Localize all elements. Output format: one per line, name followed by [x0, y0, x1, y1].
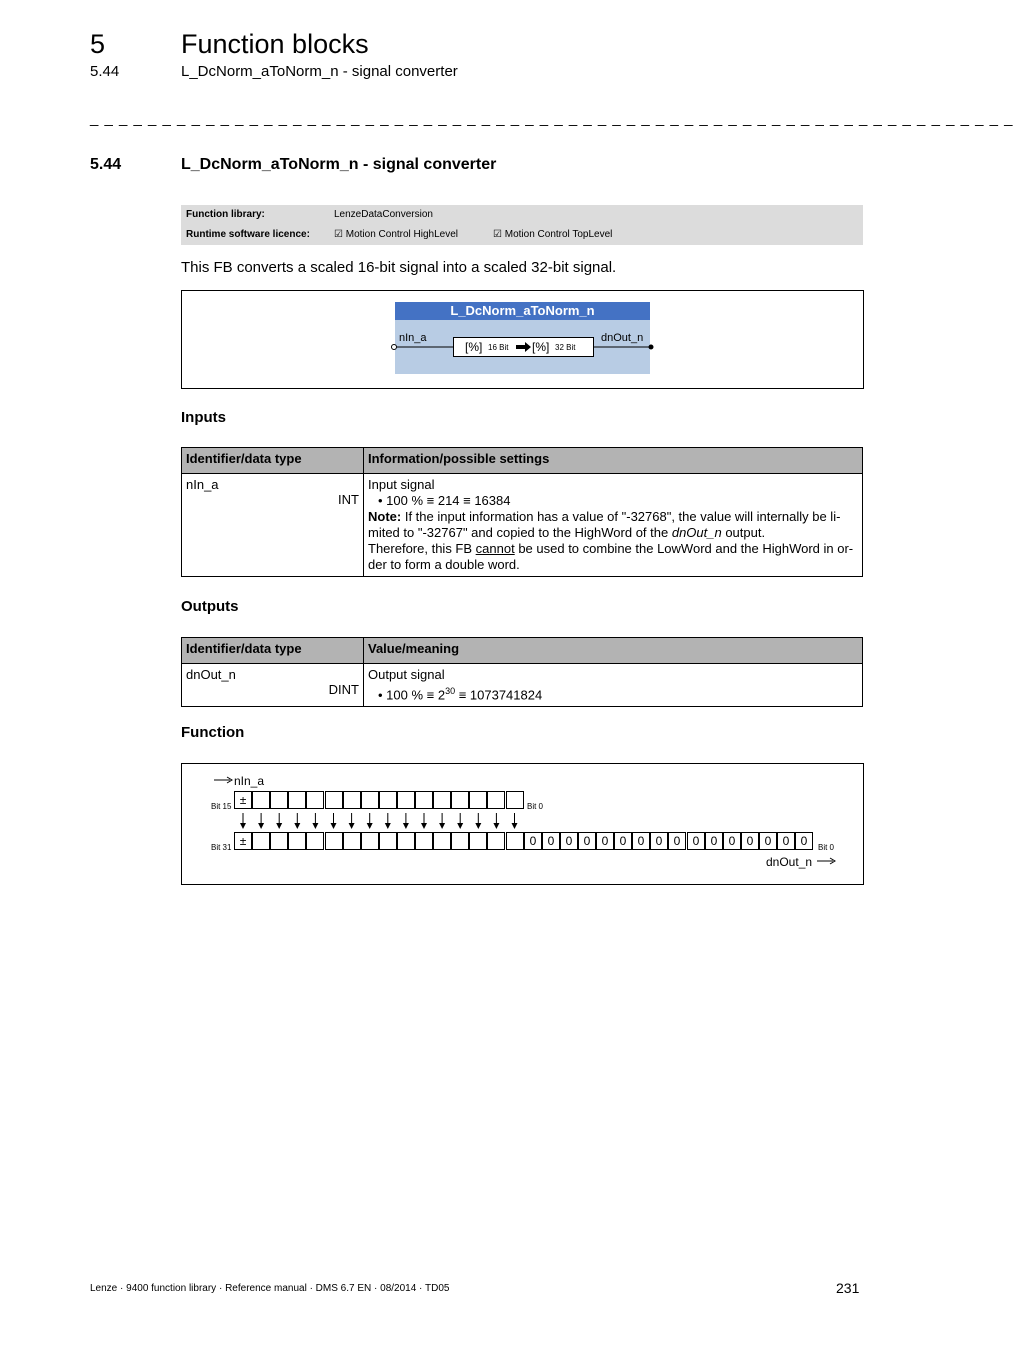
licence-highlevel: ☑ Motion Control HighLevel — [334, 229, 459, 240]
bit-cell-output: 0 — [759, 832, 777, 850]
bit-cell-output — [433, 832, 451, 850]
fb-conversion-box — [453, 337, 594, 357]
outputs-col-identifier: Identifier/data type — [182, 638, 364, 664]
bit31-label: Bit 31 — [211, 843, 232, 852]
bit0-top-label: Bit 0 — [527, 802, 544, 811]
table-row — [182, 664, 863, 707]
fb-out-bits: 32 Bit — [555, 343, 576, 352]
bit-cell-output — [288, 832, 306, 850]
arrow-down-icon — [294, 813, 300, 829]
bit-cell-output — [325, 832, 343, 850]
input-type: INT — [338, 492, 359, 507]
bit-copy-arrows — [234, 811, 534, 831]
bit-cell-output — [487, 832, 505, 850]
bit-cell-input — [433, 791, 451, 809]
bit-cell-output: 0 — [741, 832, 759, 850]
table-row — [182, 474, 863, 577]
fb-in-bits: 16 Bit — [488, 343, 509, 352]
bit-cell-output: 0 — [632, 832, 650, 850]
footer-text: Lenze · 9400 function library · Reference manual · DMS 6.7 EN · 08/2014 · TD05 — [90, 1283, 450, 1294]
bit-cell-output — [397, 832, 415, 850]
library-label: Function library: — [186, 209, 265, 220]
bit-cell-output: 0 — [560, 832, 578, 850]
bit-cell-output: 0 — [723, 832, 741, 850]
library-value: LenzeDataConversion — [334, 209, 433, 220]
bit0-bottom-label: Bit 0 — [818, 843, 835, 852]
function-heading: Function — [181, 724, 245, 741]
bit-cell-input — [469, 791, 487, 809]
outputs-col-value: Value/meaning — [364, 638, 863, 664]
chapter-title: Function blocks — [181, 29, 369, 59]
arrow-down-icon — [312, 813, 318, 829]
licence-label: Runtime software licence: — [186, 229, 310, 240]
bit-cell-output: 0 — [777, 832, 795, 850]
input-info: Input signal — [368, 477, 435, 492]
inputs-heading: Inputs — [181, 409, 226, 426]
fb-out-unit: [%] — [532, 340, 550, 354]
bit-cell-output: 0 — [687, 832, 705, 850]
bit-cell-input — [252, 791, 270, 809]
arrow-down-icon — [457, 813, 463, 829]
bit-cell-output: 0 — [542, 832, 560, 850]
arrow-right-icon — [214, 776, 234, 784]
bit-cell-output — [469, 832, 487, 850]
arrow-down-icon — [240, 813, 246, 829]
bit-cell-output — [506, 832, 524, 850]
bit-cell-output — [270, 832, 288, 850]
output-port-icon — [649, 345, 654, 350]
output-scaling: • 100 % ≡ $2^{30} \equiv 1073741824$ — [378, 686, 543, 703]
bit-cell-output: 0 — [795, 832, 813, 850]
arrow-down-icon — [421, 813, 427, 829]
input-scaling: • 100 % ≡ 214 ≡ 16384 — [378, 493, 511, 508]
bit-cell-output — [343, 832, 361, 850]
chapter-number: 5 — [90, 29, 106, 59]
subsection-number: 5.44 — [90, 63, 120, 80]
arrow-down-icon — [331, 813, 337, 829]
bit-cell-input — [397, 791, 415, 809]
arrow-down-icon — [512, 813, 518, 829]
bit-cell-input — [343, 791, 361, 809]
bit-cell-output: ± — [234, 832, 252, 850]
header-separator: _ _ _ _ _ _ _ _ _ _ _ _ _ _ _ _ _ _ _ _ _ _ _ _ _ _ _ _ _ _ _ _ _ _ _ _ _ _ _ _ _ _ _ _ _ _ _ _ _ _ _ _ _ _ _ _ _ _ _ _ _ _ _ _ — [90, 110, 1013, 127]
arrow-down-icon — [276, 813, 282, 829]
arrow-down-icon — [439, 813, 445, 829]
arrow-down-icon — [258, 813, 264, 829]
bit-cell-output — [361, 832, 379, 850]
arrow-right-icon — [516, 342, 532, 352]
inputs-col-info: Information/possible settings — [364, 448, 863, 474]
outputs-heading: Outputs — [181, 598, 239, 615]
subsection-title: L_DcNorm_aToNorm_n - signal converter — [181, 63, 458, 80]
output-type: DINT — [328, 682, 359, 697]
output-identifier: dnOut_n — [186, 667, 236, 682]
bit-cell-output: 0 — [524, 832, 542, 850]
function-input-label: nIn_a — [234, 774, 265, 788]
bit-cell-input: ± — [234, 791, 252, 809]
bit-cell-input — [270, 791, 288, 809]
arrow-down-icon — [349, 813, 355, 829]
input-port-icon — [392, 345, 397, 350]
inputs-col-identifier: Identifier/data type — [182, 448, 364, 474]
input-note: Note: If the input information has a value of "-32768", the value will internally be li-mited to "-32767" and copied to the HighWord of the dnOut_n output. — [368, 509, 841, 540]
bit-cell-input — [487, 791, 505, 809]
inputs-table — [181, 447, 863, 577]
bit-cell-output — [415, 832, 433, 850]
bit-cell-output: 0 — [650, 832, 668, 850]
bit-cell-input — [506, 791, 524, 809]
bit-cell-input — [415, 791, 433, 809]
bit-cell-input — [306, 791, 324, 809]
arrow-right-icon — [817, 857, 837, 865]
bit-cell-input — [361, 791, 379, 809]
outputs-table — [181, 637, 863, 707]
arrow-down-icon — [367, 813, 373, 829]
bit-cell-input — [325, 791, 343, 809]
bit-cell-input — [379, 791, 397, 809]
arrow-down-icon — [403, 813, 409, 829]
bit-cell-input — [288, 791, 306, 809]
arrow-down-icon — [385, 813, 391, 829]
bit-cell-output: 0 — [614, 832, 632, 850]
section-title: L_DcNorm_aToNorm_n - signal converter — [181, 156, 497, 173]
page-number: 231 — [836, 1280, 860, 1296]
bit-cell-output — [252, 832, 270, 850]
fb-in-unit: [%] — [465, 340, 483, 354]
bit-cell-output — [451, 832, 469, 850]
input-identifier: nIn_a — [186, 477, 219, 492]
section-number: 5.44 — [90, 156, 122, 173]
arrow-down-icon — [493, 813, 499, 829]
licence-toplevel: ☑ Motion Control TopLevel — [493, 229, 613, 240]
bit15-label: Bit 15 — [211, 802, 232, 811]
note-label: Note: — [368, 509, 402, 524]
bit-cell-output: 0 — [668, 832, 686, 850]
intro-text: This FB converts a scaled 16-bit signal into a scaled 32-bit signal. — [181, 259, 617, 276]
bit-cell-output: 0 — [596, 832, 614, 850]
bit-cell-output: 0 — [705, 832, 723, 850]
fb-input-label: nIn_a — [399, 332, 427, 344]
input-therefore: Therefore, this FB cannot be used to combine the LowWord and the HighWord in or-der to form a double word. — [368, 541, 854, 572]
bit-cell-input — [451, 791, 469, 809]
output-info: Output signal — [368, 667, 445, 682]
function-output-label: dnOut_n — [766, 855, 813, 869]
arrow-down-icon — [475, 813, 481, 829]
bit-cell-output — [379, 832, 397, 850]
fb-title: L_DcNorm_aToNorm_n — [395, 302, 650, 320]
bit-cell-output: 0 — [578, 832, 596, 850]
fb-output-label: dnOut_n — [601, 332, 644, 344]
info-box — [181, 205, 863, 245]
bit-cell-output — [306, 832, 324, 850]
